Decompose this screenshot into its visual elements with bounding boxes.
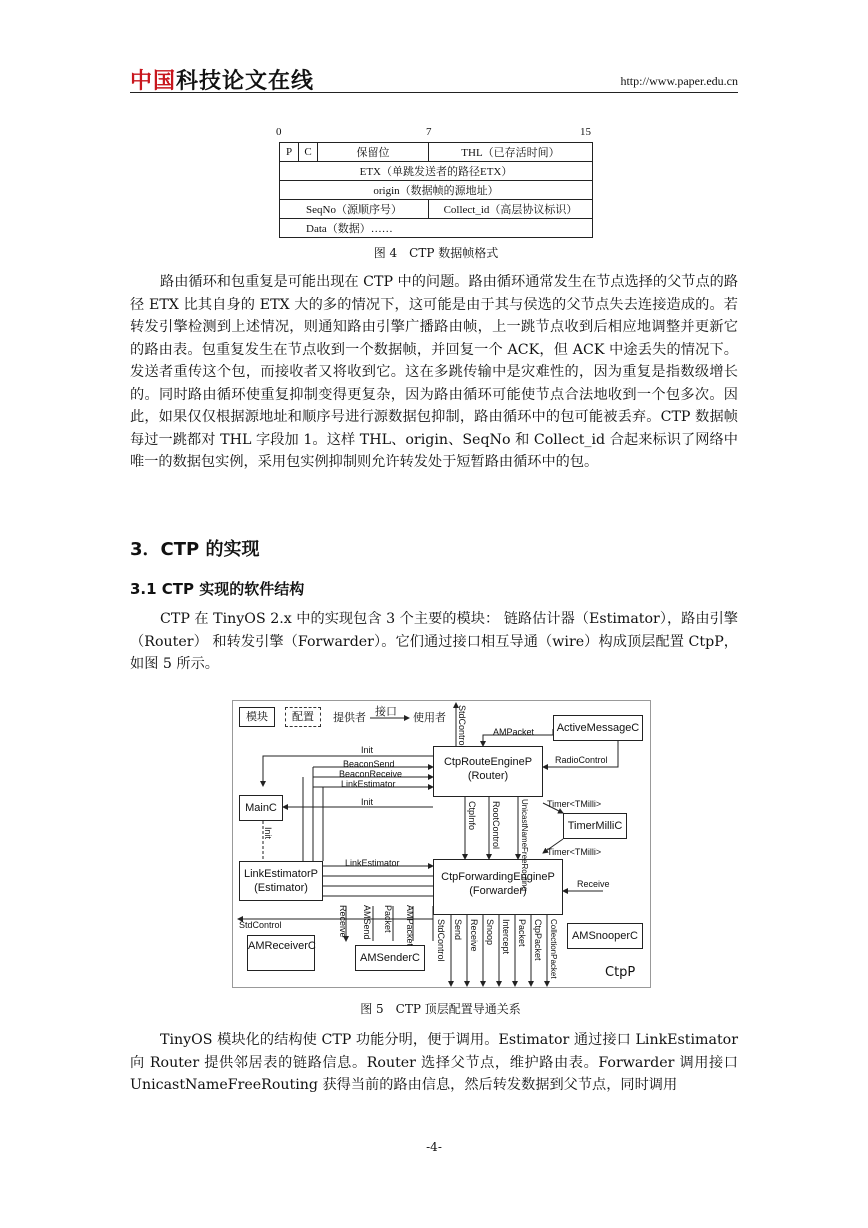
bit-label-0: 0: [276, 126, 282, 138]
forwarder-role: (Forwarder): [469, 885, 527, 897]
legend-provider: 提供者: [333, 711, 366, 724]
activemessage-config: [553, 715, 643, 741]
vlabel-ampacket: AMPacket: [405, 905, 415, 947]
frame-cell-data: Data（数据）……: [280, 219, 593, 238]
paragraph-modular-structure: [130, 1029, 738, 1097]
header-url: http://www.paper.edu.cn: [620, 74, 738, 88]
paragraph-routing-loops: [130, 271, 738, 474]
frame-cell-etx: ETX（单跳发送者的路径ETX）: [280, 162, 593, 181]
vlabel-snoop: Snoop: [485, 919, 495, 946]
paragraph-ctp-structure-text: CTP 在 TinyOS 2.x 中的实现包含 3 个主要的模块： 链路估计器（Estimator），路由引擎（Router） 和转发引擎（Forwarder）。它们通过接口相互导通（wire）构成顶层配置 CtpP，如图 5 所示。: [130, 611, 738, 672]
amsender-text: AMSenderC: [360, 952, 420, 964]
vlabel-amsend: AMSend: [362, 905, 372, 940]
label-ampacket: AMPacket: [493, 727, 535, 737]
vlabel-packet: Packet: [383, 905, 393, 933]
section-heading-3-1: 3.1 CTP 实现的软件结构: [130, 580, 305, 598]
ctpp-label: CtpP: [605, 965, 636, 980]
frame-cell-c: C: [299, 143, 318, 162]
section-heading-3: 3．CTP 的实现: [130, 539, 260, 560]
label-init-2: Init: [361, 797, 374, 807]
vlabel-ctpinfo: CtpInfo: [467, 801, 477, 831]
label-beacon-send: BeaconSend: [343, 759, 395, 769]
legend-user: 使用者: [413, 711, 446, 724]
label-stdcontrol-left: StdControl: [239, 920, 282, 930]
header-divider: [130, 92, 738, 93]
amreceiver-config: [247, 935, 315, 971]
label-timer-1: Timer<TMilli>: [547, 799, 602, 809]
paragraph-ctp-structure: [130, 608, 738, 676]
ctp-wiring-diagram: [232, 700, 651, 988]
frame-cell-seqno: SeqNo（源顺序号）: [280, 200, 429, 219]
figure4-caption: 图 4 CTP 数据帧格式: [373, 246, 499, 260]
router-name: CtpRouteEngineP: [443, 756, 533, 768]
logo-black-text: 科技论文在线: [176, 69, 315, 94]
timer-text: TimerMilliC: [567, 820, 623, 832]
vlabel-rootcontrol: RootControl: [491, 801, 501, 850]
estimator-module: [239, 861, 323, 901]
amsnooper-text: AMSnooperC: [571, 930, 639, 942]
router-role: (Router): [467, 770, 509, 782]
label-radiocontrol: RadioControl: [555, 755, 608, 765]
legend-interface: 接口: [375, 705, 397, 718]
vlabel-init: Init: [263, 827, 273, 840]
mainc-config: [239, 795, 283, 821]
vlabel-unicast: UnicastNameFreeRouting: [520, 799, 529, 892]
frame-cell-collect-id: Collect_id（高层协议标识）: [429, 200, 593, 219]
vlabel-collectionpacket: CollectionPacket: [549, 919, 558, 979]
legend-config-text: 配置: [292, 711, 314, 723]
legend-config-box: [285, 707, 321, 727]
label-link-estimator-2: LinkEstimator: [345, 858, 400, 868]
vlabel-receive-left: Receive: [338, 905, 348, 938]
forwarder-name: CtpForwardingEngineP: [441, 871, 555, 883]
paragraph-modular-structure-text: TinyOS 模块化的结构使 CTP 功能分明，便于调用。Estimator 通过接口 LinkEstimator 向 Router 提供邻居表的链路信息。Router 选择父节点，维护路由表。Forwarder 调用接口 UnicastNameFreeRouting 获得当前的路由信息，然后转发数据到父节点，同时调用: [130, 1032, 738, 1093]
vlabel-receive-bottom: Receive: [469, 919, 479, 952]
vlabel-intercept: Intercept: [501, 919, 511, 955]
frame-format-table: [279, 142, 593, 238]
estimator-name: LinkEstimatorP: [244, 868, 318, 880]
frame-cell-origin: origin（数据帧的源地址）: [280, 181, 593, 200]
vlabel-send: Send: [453, 919, 463, 941]
activemessage-text: ActiveMessageC: [556, 722, 640, 734]
label-timer-2: Timer<TMilli>: [547, 847, 602, 857]
legend-module-text: 模块: [246, 711, 268, 723]
frame-cell-thl: THL（已存活时间）: [429, 143, 593, 162]
legend-module-box: [239, 707, 275, 727]
bit-label-7: 7: [426, 126, 432, 138]
label-link-estimator-1: LinkEstimator: [341, 779, 396, 789]
frame-cell-p: P: [280, 143, 299, 162]
vlabel-stdcontrol-bottom: StdControl: [436, 919, 446, 962]
label-beacon-receive: BeaconReceive: [339, 769, 403, 779]
frame-cell-reserved: 保留位: [318, 143, 429, 162]
forwarder-module: [433, 859, 563, 915]
vlabel-ctppacket: CtpPacket: [533, 919, 543, 961]
router-module: [433, 746, 543, 797]
figure5-caption: 图 5 CTP 顶层配置导通关系: [360, 1002, 521, 1016]
amsnooper-config: [567, 923, 643, 949]
amsender-config: [355, 945, 425, 971]
vlabel-stdcontrol-top: StdControl: [457, 705, 467, 748]
label-receive-right: Receive: [577, 879, 610, 889]
label-init-1: Init: [361, 745, 374, 755]
bit-label-15: 15: [580, 126, 591, 138]
site-logo: [130, 64, 314, 95]
timer-config: [563, 813, 627, 839]
estimator-role: (Estimator): [254, 882, 308, 894]
logo-red-text: 中国: [130, 69, 177, 94]
page-number: -4-: [426, 1140, 442, 1154]
paragraph-routing-loops-text: 路由循环和包重复是可能出现在 CTP 中的问题。路由循环通常发生在节点选择的父节点的路径 ETX 比其自身的 ETX 大的多的情况下，这可能是由于其与侯选的父节点失去连接造成的。若转发引擎检测到上述情况，则通知路由引擎广播路由帧，上一跳节点收到后相应地调整并更新它的路由表。包重复发生在节点收到一个数据帧，并回复一个 ACK，但 ACK 中途丢失的情况下。发送者重传这个包，而接收者又将收到它。这在多跳传输中是灾难性的，因为重复是指数级增长的。同时路由循环使重复抑制变得更复杂，因为路由循环可能使节点合法地收到一个包多次。因此，如果仅仅根据源地址和顺序号进行源数据包抑制，路由循环中的包可能被丢弃。CTP 数据帧每过一跳都对 THL 字段加 1。这样 THL、origin、SeqNo 和 Collect_id 合起来标识了网络中唯一的数据包实例，采用包实例抑制则允许转发处于短暂路由循环中的包。: [130, 274, 739, 470]
mainc-text: MainC: [245, 802, 277, 814]
amreceiver-text: AMReceiverC: [248, 940, 316, 952]
vlabel-packet-bottom: Packet: [517, 919, 527, 947]
